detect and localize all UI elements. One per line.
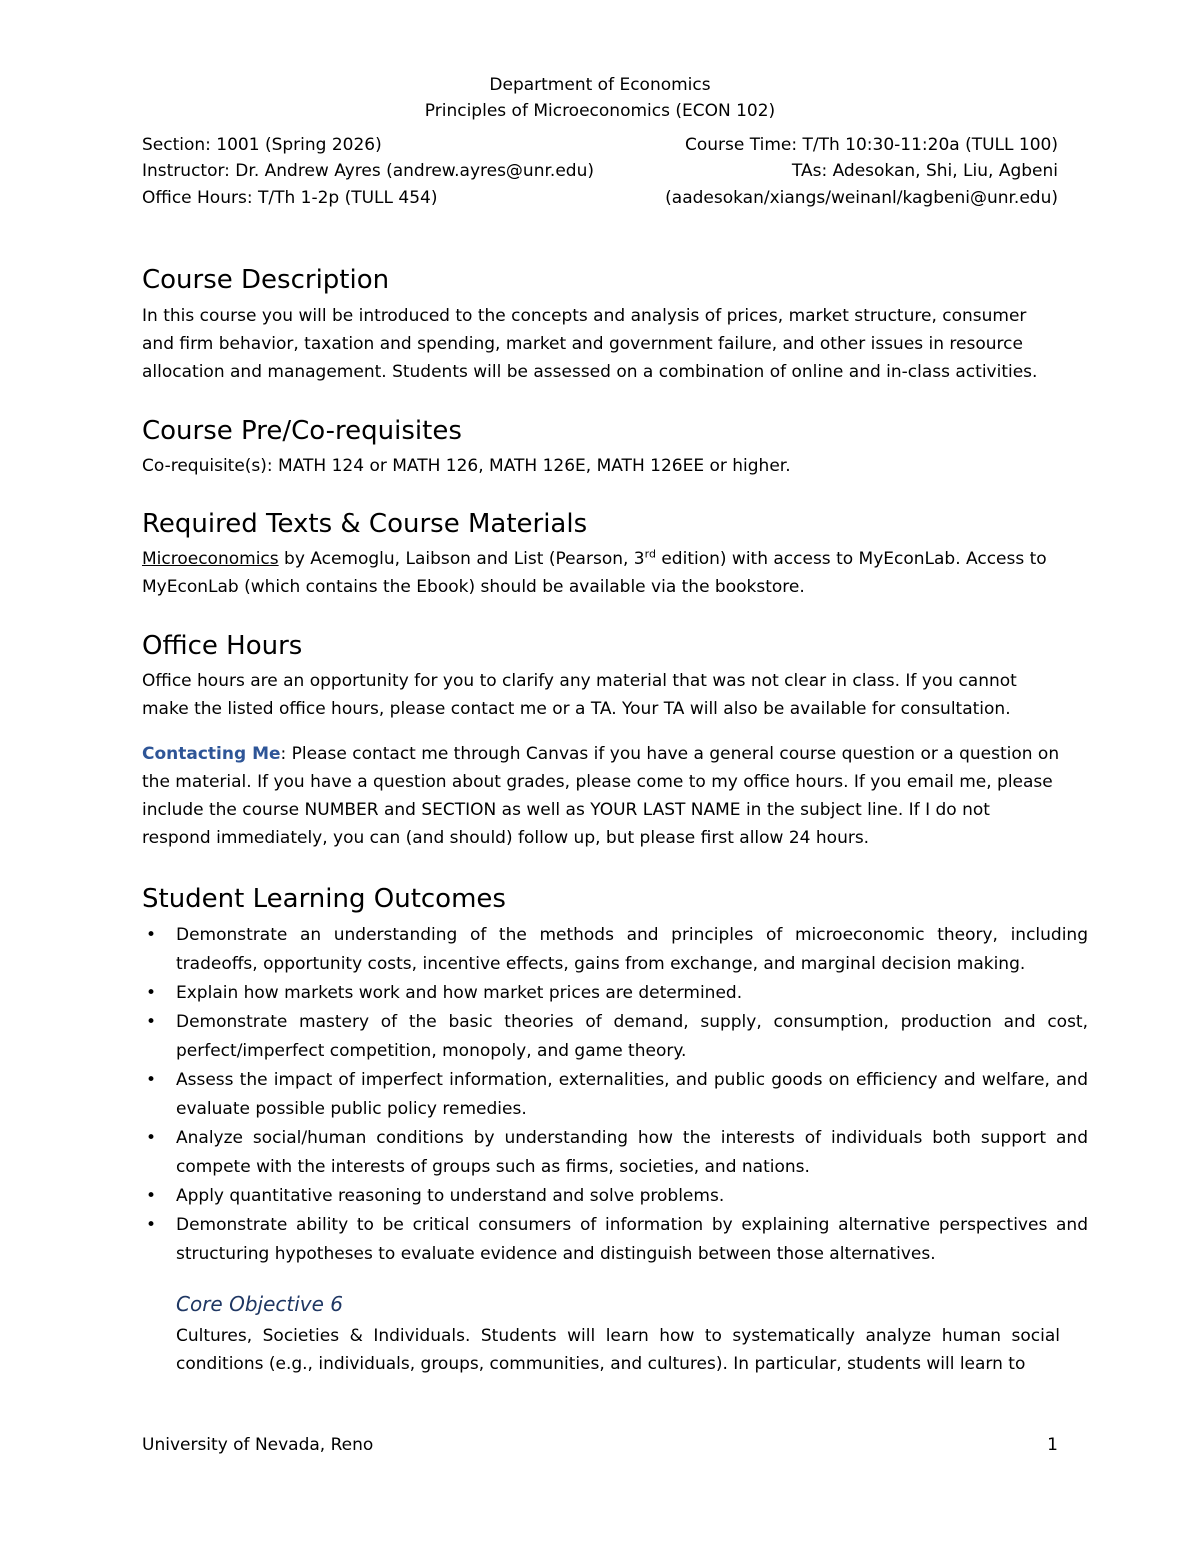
footer-university: University of Nevada, Reno	[142, 1435, 374, 1455]
bullet-icon: •	[146, 1215, 157, 1235]
required-texts-heading: Required Texts & Course Materials	[142, 509, 588, 539]
instructor-info: Instructor: Dr. Andrew Ayres (andrew.ayres@unr.edu)	[142, 161, 594, 181]
contacting-me-label: Contacting Me	[142, 744, 281, 764]
prerequisites-text: Co-requisite(s): MATH 124 or MATH 126, MATH 126E, MATH 126EE or higher.	[142, 456, 791, 476]
prerequisites-heading: Course Pre/Co-requisites	[142, 416, 462, 446]
contacting-me-text: Contacting Me: Please contact me through Canvas if you have a general course question or a question on the material. If you have a question about grades, please come to my office hours. If you email me, please include the course NUMBER and SECTION as well as YOUR LAST NAME in the subject line. If I do not respond immediately, you can (and should) follow up, but please first allow 24 hours.	[142, 744, 1060, 848]
textbook-title: Microeconomics	[142, 549, 279, 569]
office-hours-text: Office hours are an opportunity for you to clarify any material that was not clear in class. If you cannot make the listed office hours, please contact me or a TA. Your TA will also be available for consultation.	[142, 671, 1017, 719]
learning-outcomes-list	[142, 921, 1088, 1269]
core-objective-heading: Core Objective 6	[176, 1292, 344, 1316]
list-item: • Explain how markets work and how market prices are determined.	[142, 979, 1088, 1008]
bullet-icon: •	[146, 983, 157, 1003]
office-hours-heading: Office Hours	[142, 631, 303, 661]
office-hours-info: Office Hours: T/Th 1-2p (TULL 454)	[142, 188, 438, 208]
list-item: • Demonstrate ability to be critical consumers of information by explaining alternative perspectives and structuring hypotheses to evaluate evidence and distinguish between those alternatives.	[142, 1211, 1088, 1269]
learning-outcomes-heading: Student Learning Outcomes	[142, 884, 506, 914]
core-objective-text: Cultures, Societies & Individuals. Students will learn how to systematically analyze human social conditions (e.g., individuals, groups, communities, and cultures). In particular, students will learn to	[176, 1326, 1060, 1374]
bullet-icon: •	[146, 1012, 157, 1032]
ta-emails-info: (aadesokan/xiangs/weinanl/kagbeni@unr.edu)	[665, 188, 1058, 208]
bullet-icon: •	[146, 1070, 157, 1090]
department-title: Department of Economics	[489, 75, 711, 95]
required-texts-text: Microeconomics by Acemoglu, Laibson and List (Pearson, 3rd edition) with access to MyEconLab. Access to MyEconLab (which contains the Ebook) should be available via the bookstore.	[142, 547, 1047, 597]
course-description-text: In this course you will be introduced to the concepts and analysis of prices, market structure, consumer and firm behavior, taxation and spending, market and government failure, and other issues in resource allocation and management. Students will be assessed on a combination of online and in-class activities.	[142, 306, 1038, 382]
list-item: • Analyze social/human conditions by understanding how the interests of individuals both support and compete with the interests of groups such as firms, societies, and nations.	[142, 1124, 1088, 1182]
course-description-heading: Course Description	[142, 265, 390, 295]
tas-info: TAs: Adesokan, Shi, Liu, Agbeni	[791, 161, 1058, 181]
course-title: Principles of Microeconomics (ECON 102)	[424, 101, 776, 121]
page-number: 1	[1047, 1435, 1058, 1455]
list-item: • Demonstrate mastery of the basic theories of demand, supply, consumption, production and cost, perfect/imperfect competition, monopoly, and game theory.	[142, 1008, 1088, 1066]
list-item: • Assess the impact of imperfect information, externalities, and public goods on efficiency and welfare, and evaluate possible public policy remedies.	[142, 1066, 1088, 1124]
section-info: Section: 1001 (Spring 2026)	[142, 135, 382, 155]
bullet-icon: •	[146, 1128, 157, 1148]
list-item: • Apply quantitative reasoning to understand and solve problems.	[142, 1182, 1088, 1211]
list-item: • Demonstrate an understanding of the methods and principles of microeconomic theory, including tradeoffs, opportunity costs, incentive effects, gains from exchange, and marginal decision making.	[142, 921, 1088, 979]
course-time-info: Course Time: T/Th 10:30-11:20a (TULL 100)	[685, 135, 1058, 155]
bullet-icon: •	[146, 925, 157, 945]
bullet-icon: •	[146, 1186, 157, 1206]
